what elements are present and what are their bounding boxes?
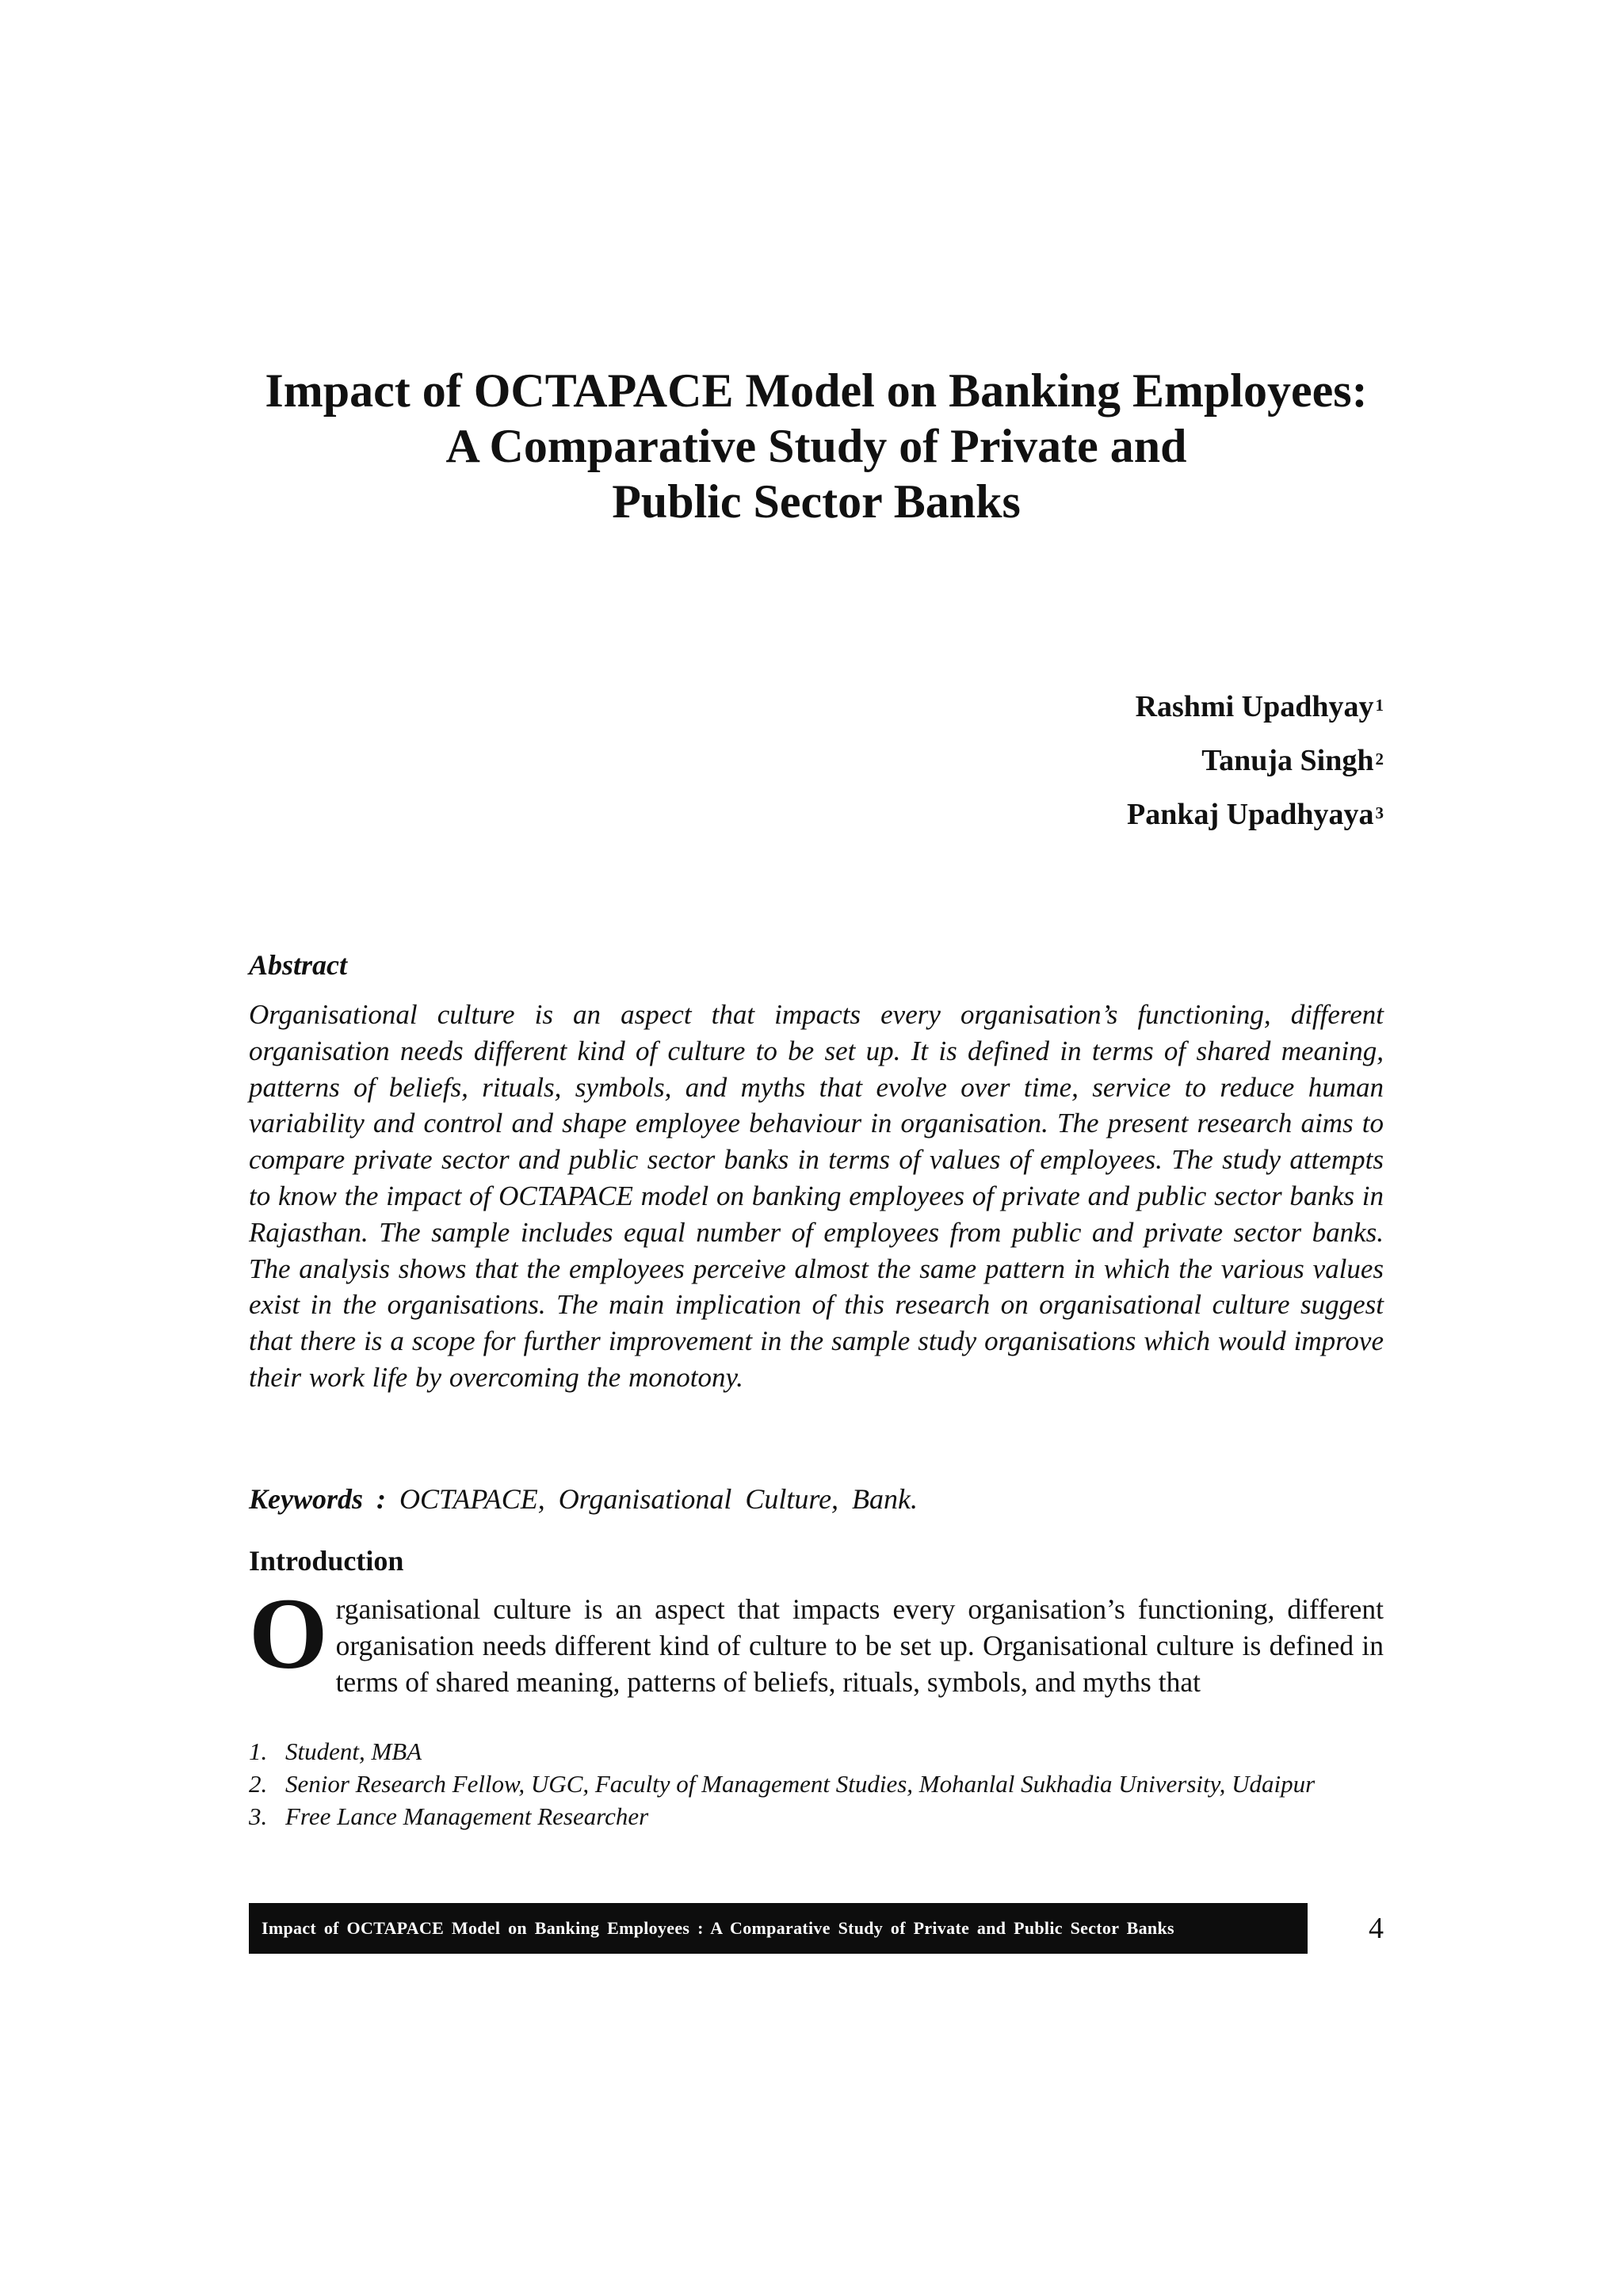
footnote — [249, 1735, 1384, 1768]
keywords-label: Keywords : — [249, 1483, 386, 1515]
paper-title — [249, 363, 1384, 529]
author-name: Tanuja Singh — [1201, 744, 1374, 777]
abstract-text: Organisational culture is an aspect that impacts every organisation’s functioning, different organisation needs different kind of culture to be set up. It is defined in terms of shared meaning, patterns of beliefs, rituals, symbols, and myths that evolve over time, service to reduce human variability and control and shape employee behaviour in organisation. The present research aims to compare private sector and public sector banks in terms of values of employees. The study attempts to know the impact of OCTAPACE model on banking employees of private and public sector banks in Rajasthan. The sample includes equal number of employees from public and private sector banks. The analysis shows that the employees perceive almost the same pattern in which the various values exist in the organisations. The main implication of this research on organisational culture suggest that there is a scope for further improvement in the sample study organisations which would improve their work life by overcoming the monotony. — [249, 999, 1384, 1393]
title-line-3: Public Sector Banks — [612, 475, 1021, 528]
footnote-number: 3. — [249, 1802, 268, 1830]
author-name: Pankaj Upadhyaya — [1127, 798, 1374, 831]
footnote-text: Free Lance Management Researcher — [285, 1802, 649, 1830]
paper-page — [249, 0, 1384, 2296]
author-2 — [1127, 734, 1384, 788]
introduction-heading: Introduction — [249, 1545, 404, 1577]
author-list — [1127, 680, 1384, 841]
author-3 — [1127, 788, 1384, 841]
author-1 — [1127, 680, 1384, 734]
author-affiliation-mark: 2 — [1375, 749, 1384, 769]
drop-cap: O — [249, 1577, 328, 1690]
author-affiliation-mark: 3 — [1375, 803, 1384, 822]
footnote — [249, 1768, 1384, 1800]
page-number: 4 — [1369, 1912, 1384, 1945]
footnote-text: Student, MBA — [285, 1737, 422, 1765]
footnote — [249, 1800, 1384, 1833]
title-line-2: A Comparative Study of Private and — [445, 420, 1187, 472]
introduction-paragraph — [249, 1577, 1384, 1700]
footnotes — [249, 1735, 1384, 1833]
running-footer: Impact of OCTAPACE Model on Banking Employees : A Comparative Study of Private and Public Sector Banks — [249, 1903, 1308, 1954]
introduction-text: rganisational culture is an aspect that impacts every organisation’s functioning, different organisation needs different kind of culture to be set up. Organisational culture is defined in terms of shared meaning, patterns of beliefs, rituals, symbols, and myths that — [335, 1593, 1384, 1698]
abstract-heading: Abstract — [249, 949, 348, 981]
author-name: Rashmi Upadhyay — [1135, 690, 1374, 723]
footnote-number: 2. — [249, 1770, 268, 1798]
author-affiliation-mark: 1 — [1375, 696, 1384, 715]
keywords-text: OCTAPACE, Organisational Culture, Bank. — [399, 1483, 918, 1515]
title-line-1: Impact of OCTAPACE Model on Banking Employees: — [265, 364, 1368, 417]
footnote-number: 1. — [249, 1737, 268, 1765]
keywords-line — [249, 1482, 918, 1516]
footnote-text: Senior Research Fellow, UGC, Faculty of Management Studies, Mohanlal Sukhadia University, Udaipur — [285, 1770, 1316, 1798]
